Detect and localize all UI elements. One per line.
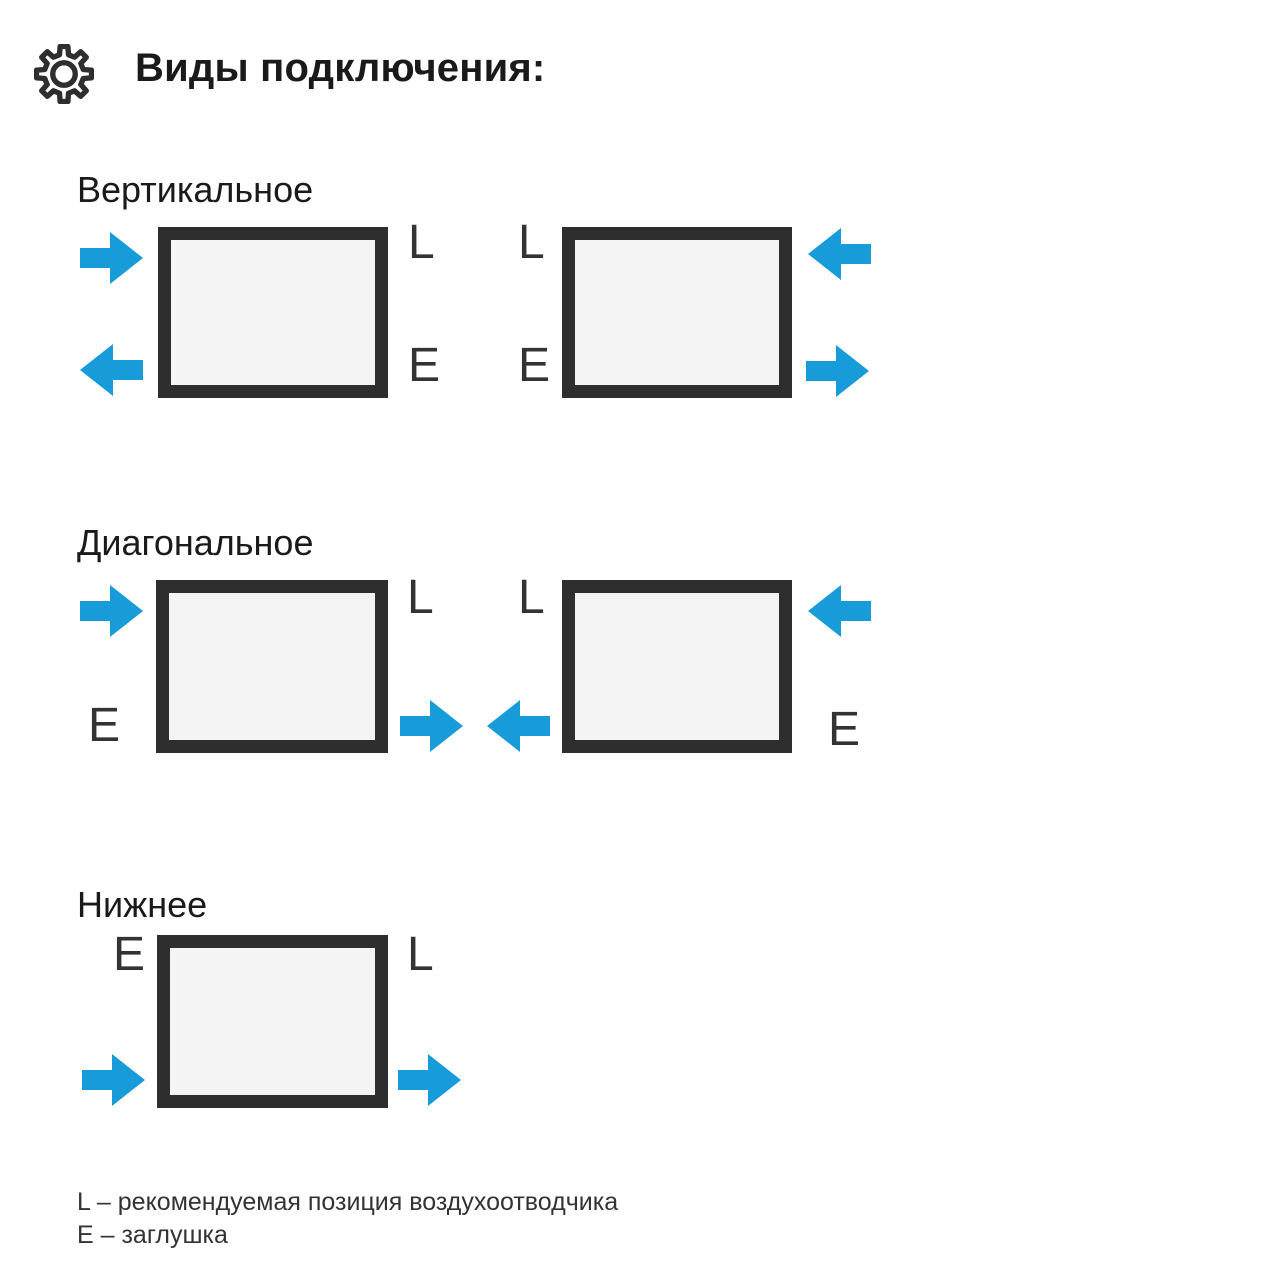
gear-icon	[34, 44, 94, 100]
section-title-vertical: Вертикальное	[77, 169, 314, 210]
plug-port-label: E	[408, 339, 441, 392]
plug-port-label: E	[113, 928, 146, 981]
vent-port-label: L	[518, 571, 545, 624]
page-title: Виды подключения:	[135, 46, 546, 90]
outlet-arrow-left-icon	[487, 700, 550, 752]
radiator-bottom	[157, 935, 388, 1108]
vent-port-label: L	[408, 216, 435, 269]
plug-port-label: E	[518, 339, 551, 392]
inlet-arrow-left-icon	[808, 585, 871, 637]
legend-line-plug: E – заглушка	[77, 1221, 228, 1249]
section-title-bottom: Нижнее	[77, 884, 208, 925]
radiator-vertical-left	[158, 227, 388, 398]
plug-port-label: E	[88, 699, 121, 752]
radiator-diagonal-left	[156, 580, 388, 753]
outlet-arrow-left-icon	[80, 344, 143, 396]
vent-port-label: L	[407, 928, 434, 981]
inlet-arrow-right-icon	[82, 1054, 145, 1106]
vent-port-label: L	[407, 571, 434, 624]
legend-line-vent: L – рекомендуемая позиция воздухоотводчика	[77, 1188, 619, 1216]
outlet-arrow-right-icon	[806, 345, 869, 397]
plug-port-label: E	[828, 703, 861, 756]
outlet-arrow-right-icon	[398, 1054, 461, 1106]
legend	[77, 1186, 618, 1252]
outlet-arrow-right-icon	[400, 700, 463, 752]
inlet-arrow-right-icon	[80, 585, 143, 637]
inlet-arrow-right-icon	[80, 232, 143, 284]
inlet-arrow-left-icon	[808, 228, 871, 280]
section-title-diagonal: Диагональное	[77, 522, 314, 563]
vent-port-label: L	[518, 216, 545, 269]
radiator-vertical-right	[562, 227, 792, 398]
radiator-diagonal-right	[562, 580, 792, 753]
